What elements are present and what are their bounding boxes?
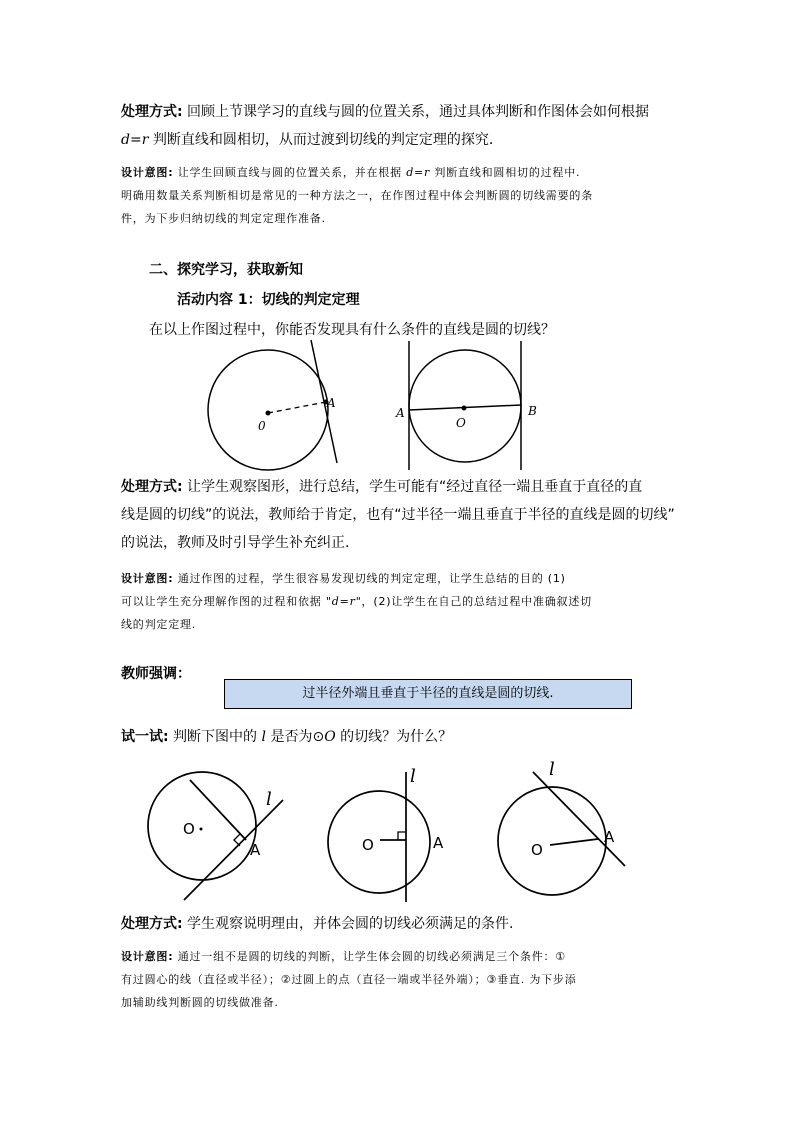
- handling-label: 处理方式:: [121, 479, 183, 495]
- design-label: 设计意图:: [121, 950, 174, 963]
- try-circle-1-right-angle: [234, 834, 240, 846]
- try-circle-1-center-label: O: [183, 820, 195, 838]
- left-point-label: A: [327, 396, 336, 410]
- left-radius-dashed: [268, 402, 326, 413]
- design-text-line3: 加辅助线判断圆的切线做准备.: [121, 996, 279, 1009]
- left-center-label: 0: [258, 419, 266, 433]
- handling-text-line1: 回顾上节课学习的直线与圆的位置关系，通过具体判断和作图体会如何根据: [182, 104, 650, 120]
- formula-d-eq-r: d=r: [121, 132, 149, 148]
- design-text-line2: 有过圆心的线（直径或半径）；②过圆上的点（直径一端或半径外端）；③垂直. 为下步添: [121, 973, 577, 986]
- handling-text: 学生观察说明理由，并体会圆的切线必须满足的条件.: [182, 916, 514, 932]
- design-label: 设计意图:: [121, 166, 174, 179]
- formula-d-eq-r: d=r: [331, 595, 356, 608]
- handling-label: 处理方式:: [121, 104, 183, 120]
- handling-text-line1: 让学生观察图形，进行总结，学生可能有“经过直径一端且垂直于直径的直: [182, 479, 643, 495]
- section-heading: 二、探究学习，获取新知: [149, 262, 303, 278]
- line-symbol-l: l: [261, 729, 266, 745]
- design-text-line1: 通过作图的过程，学生很容易发现切线的判定定理，让学生总结的目的 (1): [173, 572, 566, 585]
- design-text-line3: 件，为下步归纳切线的判定定理作准备.: [121, 212, 326, 225]
- design-label: 设计意图:: [121, 572, 174, 585]
- try-circle-3-center-label: O: [531, 841, 543, 859]
- right-point-a-label: A: [396, 406, 405, 420]
- try-circle-1-line: [184, 800, 283, 900]
- try-circle-1-radius: [190, 780, 246, 840]
- try-label: 试一试:: [121, 729, 169, 745]
- design-text-line1: 通过一组不是圆的切线的判断，让学生体会圆的切线必须满足三个条件：①: [173, 950, 566, 963]
- theorem-box: 过半径外端且垂直于半径的直线是圆的切线.: [224, 679, 632, 709]
- try-circle-3-line-label: l: [549, 759, 555, 780]
- try-circle-1-line-label: l: [266, 789, 272, 810]
- paragraph-handling-3: [121, 910, 676, 938]
- try-circle-1: [148, 772, 256, 880]
- design-text-line2a: 可以让学生充分理解作图的过程和依据 ": [121, 595, 332, 608]
- circle-symbol-o: O: [324, 729, 336, 745]
- try-text-b: 是否为⊙: [266, 729, 325, 745]
- handling-text-line3: 的说法，教师及时引导学生补充纠正.: [121, 535, 350, 551]
- teacher-emphasis-label: 教师强调：: [121, 666, 191, 682]
- try-circle-1-center-dot: [200, 828, 203, 831]
- design-text-line2: 明确用数量关系判断相切是常见的一种方法之一，在作图过程中体会判断圆的切线需要的条: [121, 189, 593, 202]
- try-circle-1-point-label: A: [250, 841, 261, 859]
- left-circle: [208, 350, 328, 470]
- handling-label: 处理方式:: [121, 916, 183, 932]
- right-center-label: O: [456, 416, 466, 430]
- try-circle-2-center-label: O: [362, 836, 374, 854]
- try-circle-3-radius: [550, 839, 598, 845]
- try-circle-2-right-angle: [398, 832, 406, 840]
- question-text: 在以上作图过程中，你能否发现具有什么条件的直线是圆的切线？: [149, 322, 555, 338]
- try-circle-3: [498, 787, 606, 895]
- try-circle-2: [328, 791, 430, 893]
- design-text-line1b: 判断直线和圆相切的过程中.: [430, 166, 581, 179]
- formula-d-eq-r: d=r: [406, 166, 431, 179]
- try-circle-2-line-label: l: [410, 766, 416, 787]
- try-text-c: 的切线？为什么？: [335, 729, 453, 745]
- paragraph-handling-2: [121, 473, 676, 557]
- try-circle-3-line: [533, 772, 625, 866]
- handling-text-line2: 判断直线和圆相切，从而过渡到切线的判定定理的探究．: [148, 132, 503, 148]
- activity-heading: 活动内容 1：切线的判定定理: [177, 292, 360, 308]
- design-text-line3: 线的判定定理.: [121, 618, 197, 631]
- try-circle-3-point-label: A: [604, 828, 615, 846]
- try-circle-2-point-label: A: [433, 834, 444, 852]
- handling-text-line2: 线是圆的切线”的说法，教师给于肯定，也有“过半径一端且垂直于半径的直线是圆的切线”: [121, 507, 675, 523]
- design-text-line2b: "，(2)让学生在自己的总结过程中准确叙述切: [355, 595, 592, 608]
- try-text-a: 判断下图中的: [168, 729, 262, 745]
- paragraph-design-2: [121, 567, 676, 636]
- paragraph-design-3: [121, 945, 676, 1014]
- right-point-b-label: B: [528, 404, 537, 418]
- design-text-line1a: 让学生回顾直线与圆的位置关系，并在根据: [173, 166, 407, 179]
- right-center-dot: [462, 406, 467, 411]
- try-prompt: [121, 723, 676, 751]
